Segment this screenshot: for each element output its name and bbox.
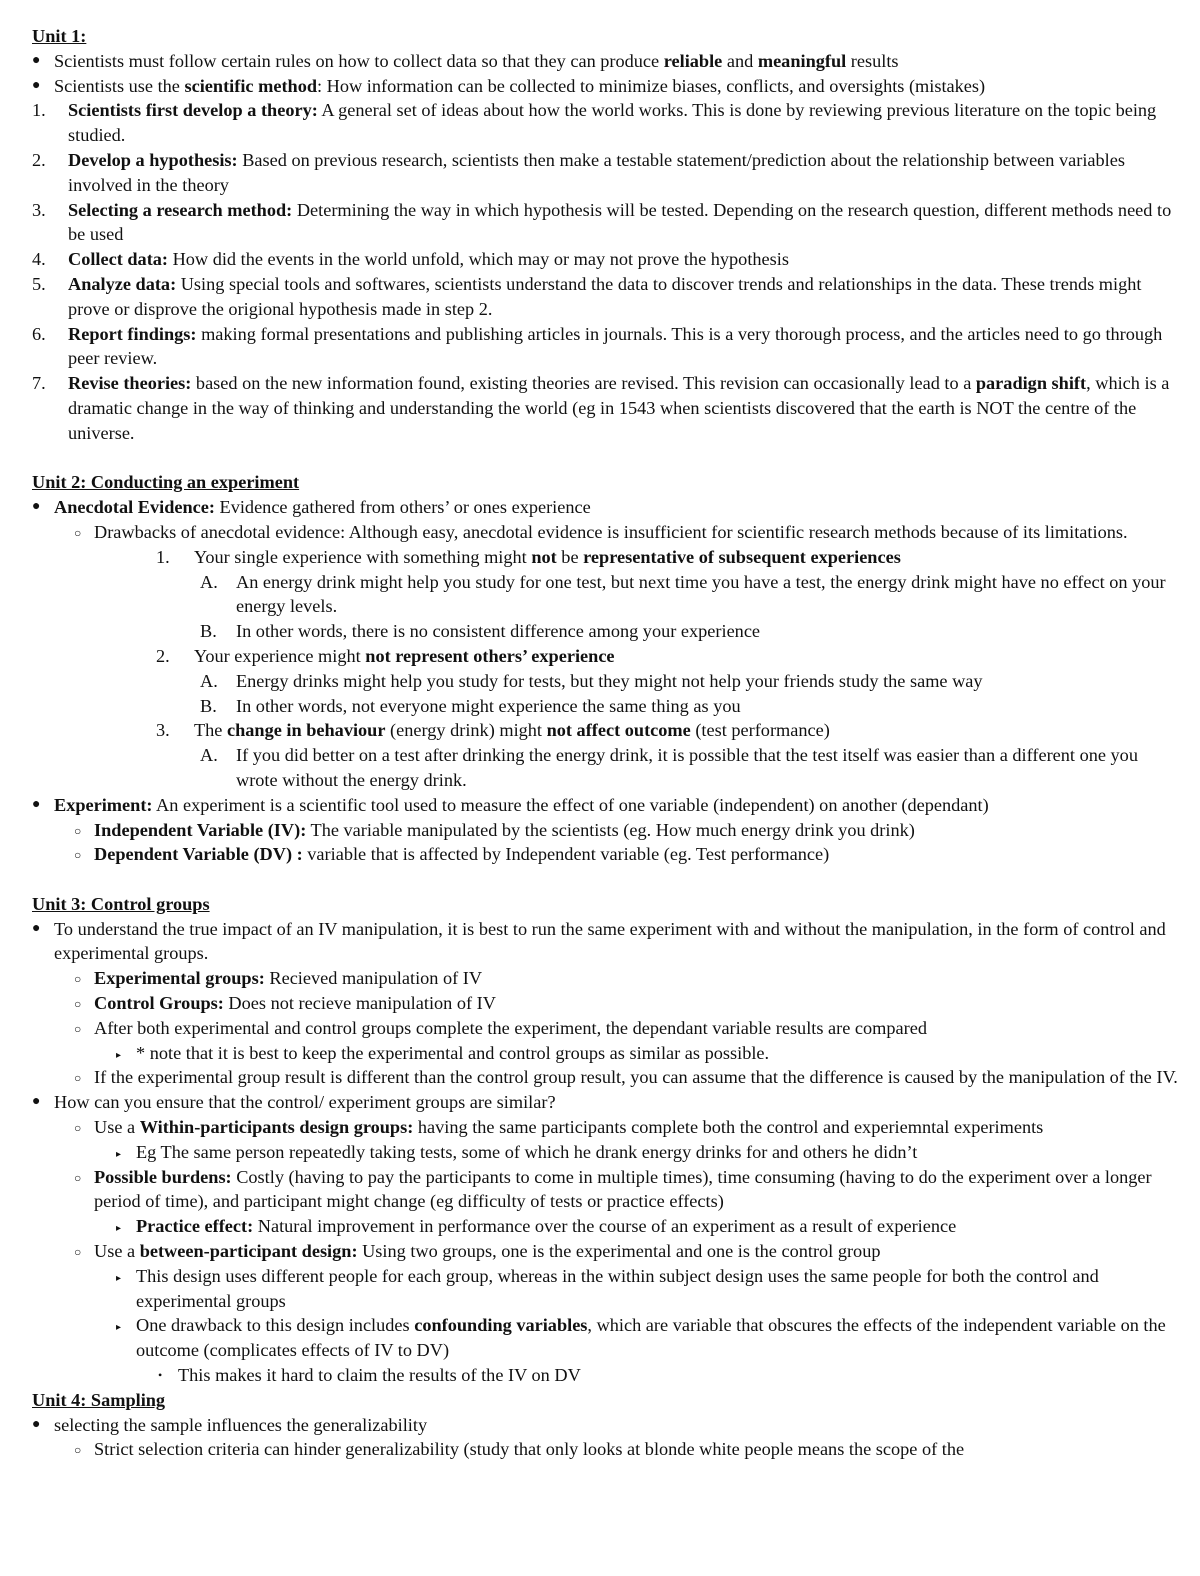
hollow-bullet-icon: ○ [74, 1443, 82, 1458]
bullet-icon: ● [32, 1416, 41, 1432]
list-item: 2. Your experience might not represent others’ experience [156, 645, 615, 666]
list-item: ○ If the experimental group result is different than the control group result, you can assume that the difference is caused by the manipulation of the IV. [32, 1065, 1182, 1090]
list-item: 2. Develop a hypothesis: Based on previous research, scientists then make a testable statement/prediction about the relationship between variables involved in the theory [32, 149, 1125, 195]
list-item: 1. Scientists first develop a theory: A general set of ideas about how the world works. This is done by reviewing previous literature on the topic being studied. [32, 100, 1157, 146]
arrow-bullet-icon: ▸ [116, 1223, 122, 1235]
hollow-bullet-icon: ○ [74, 972, 82, 987]
list-item: • This makes it hard to claim the results of the IV on DV [32, 1363, 1182, 1388]
unit3-heading: Unit 3: Control groups [32, 893, 210, 914]
list-item: ○ Drawbacks of anecdotal evidence: Although easy, anecdotal evidence is insufficient for scientific research methods because of its limitations. [32, 520, 1182, 545]
dot-bullet-icon: • [158, 1368, 163, 1383]
list-item: ○ After both experimental and control groups complete the experiment, the dependant variable results are compared [32, 1016, 1182, 1041]
bullet-icon: ● [32, 77, 41, 93]
list-item: ▸ This design uses different people for each group, whereas in the within subject design uses the same people for both the control and experimental groups [116, 1265, 1099, 1311]
list-item: ● selecting the sample influences the generalizability [32, 1413, 1182, 1438]
list-item: ○ Possible burdens: Costly (having to pay the participants to come in multiple times), time consuming (having to do the experiment over a longer period of time), and participant might change (eg difficulty of tests or practice effects) [74, 1166, 1152, 1212]
unit2-heading: Unit 2: Conducting an experiment [32, 472, 300, 493]
list-item: ● Scientists use the scientific method: How information can be collected to minimize biases, conflicts, and oversights (mistakes) [32, 74, 1182, 99]
arrow-bullet-icon: ▸ [116, 1148, 122, 1160]
list-item: 3. The change in behaviour (energy drink) might not affect outcome (test performance) [156, 720, 830, 741]
hollow-bullet-icon: ○ [74, 1245, 82, 1260]
list-item: ● Experiment: An experiment is a scientific tool used to measure the effect of one variable (independent) on another (dependant) [32, 793, 1182, 818]
list-item: 5. Analyze data: Using special tools and softwares, scientists understand the data to discover trends and relationships in the data. These trends might prove or disprove the origional hypothesis made in step 2. [32, 273, 1142, 319]
list-item: ▸ * note that it is best to keep the experimental and control groups as similar as possible. [32, 1041, 1182, 1066]
list-item: ▸ Practice effect: Natural improvement in performance over the course of an experiment as a result of experience [32, 1214, 1182, 1239]
list-item: ● How can you ensure that the control/ experiment groups are similar? [32, 1090, 1182, 1115]
list-item: A. An energy drink might help you study for one test, but next time you have a test, the energy drink might have no effect on your energy levels. [200, 571, 1166, 617]
list-item: 3. Selecting a research method: Determining the way in which hypothesis will be tested. Depending on the research question, different methods need to be used [32, 199, 1172, 245]
list-item: ○ Strict selection criteria can hinder generalizability (study that only looks at blonde white people means the scope of the [32, 1437, 1182, 1462]
hollow-bullet-icon: ○ [74, 997, 82, 1012]
list-item: ○ Control Groups: Does not recieve manipulation of IV [32, 991, 1182, 1016]
hollow-bullet-icon: ○ [74, 848, 82, 863]
document-page [32, 24, 1182, 1462]
hollow-bullet-icon: ○ [74, 1021, 82, 1036]
bullet-icon: ● [32, 52, 41, 68]
unit4-heading: Unit 4: Sampling [32, 1389, 166, 1410]
list-item: A. Energy drinks might help you study for tests, but they might not help your friends study the same way [200, 670, 983, 691]
arrow-bullet-icon: ▸ [116, 1272, 122, 1284]
list-item: ● Scientists must follow certain rules on how to collect data so that they can produce reliable and meaningful results [32, 49, 1182, 74]
hollow-bullet-icon: ○ [74, 1071, 82, 1086]
list-item: ▸ One drawback to this design includes confounding variables, which are variable that obscures the effects of the independent variable on the outcome (complicates effects of IV to DV) [116, 1315, 1166, 1361]
list-item: ○ Use a between-participant design: Using two groups, one is the experimental and one is the control group [32, 1239, 1182, 1264]
unit1-heading: Unit 1: [32, 26, 87, 46]
bullet-icon: ● [32, 796, 41, 812]
list-item: ○ Experimental groups: Recieved manipulation of IV [32, 966, 1182, 991]
list-item: A. If you did better on a test after drinking the energy drink, it is possible that the test itself was easier than a different one you wrote without the energy drink. [200, 745, 1138, 790]
arrow-bullet-icon: ▸ [116, 1322, 122, 1334]
list-item: ○ Independent Variable (IV): The variable manipulated by the scientists (eg. How much energy drink you drink) [32, 818, 1182, 843]
list-item: ○ Dependent Variable (DV) : variable that is affected by Independent variable (eg. Test performance) [32, 842, 1182, 867]
list-item: ● Anecdotal Evidence: Evidence gathered from others’ or ones experience [32, 495, 1182, 520]
list-item: B. In other words, not everyone might experience the same thing as you [200, 695, 741, 716]
list-item: 4. Collect data: How did the events in the world unfold, which may or may not prove the hypothesis [32, 249, 789, 270]
bullet-icon: ● [32, 920, 41, 936]
hollow-bullet-icon: ○ [74, 1170, 82, 1185]
hollow-bullet-icon: ○ [74, 823, 82, 838]
list-item: ○ Use a Within-participants design groups: having the same participants complete both the control and experiemntal experiments [32, 1115, 1182, 1140]
hollow-bullet-icon: ○ [74, 525, 82, 540]
list-item: ▸ Eg The same person repeatedly taking tests, some of which he drank energy drinks for and others he didn’t [32, 1140, 1182, 1165]
arrow-bullet-icon: ▸ [116, 1049, 122, 1061]
list-item: 7. Revise theories: based on the new information found, existing theories are revised. This revision can occasionally lead to a paradign shift, which is a dramatic change in the way of thinking and understanding the world (eg in 1543 when scientists discovered that the earth is NOT the centre of the universe. [32, 373, 1170, 443]
bullet-icon: ● [32, 1094, 41, 1110]
list-item: B. In other words, there is no consistent difference among your experience [200, 621, 761, 642]
list-item: ● To understand the true impact of an IV manipulation, it is best to run the same experiment with and without the manipulation, in the form of control and experimental groups. [32, 918, 1166, 964]
bullet-icon: ● [32, 499, 41, 515]
list-item: 1. Your single experience with something might not be representative of subsequent experiences [156, 546, 901, 567]
hollow-bullet-icon: ○ [74, 1121, 82, 1136]
list-item: 6. Report findings: making formal presentations and publishing articles in journals. This is a very thorough process, and the articles need to go through peer review. [32, 323, 1163, 369]
